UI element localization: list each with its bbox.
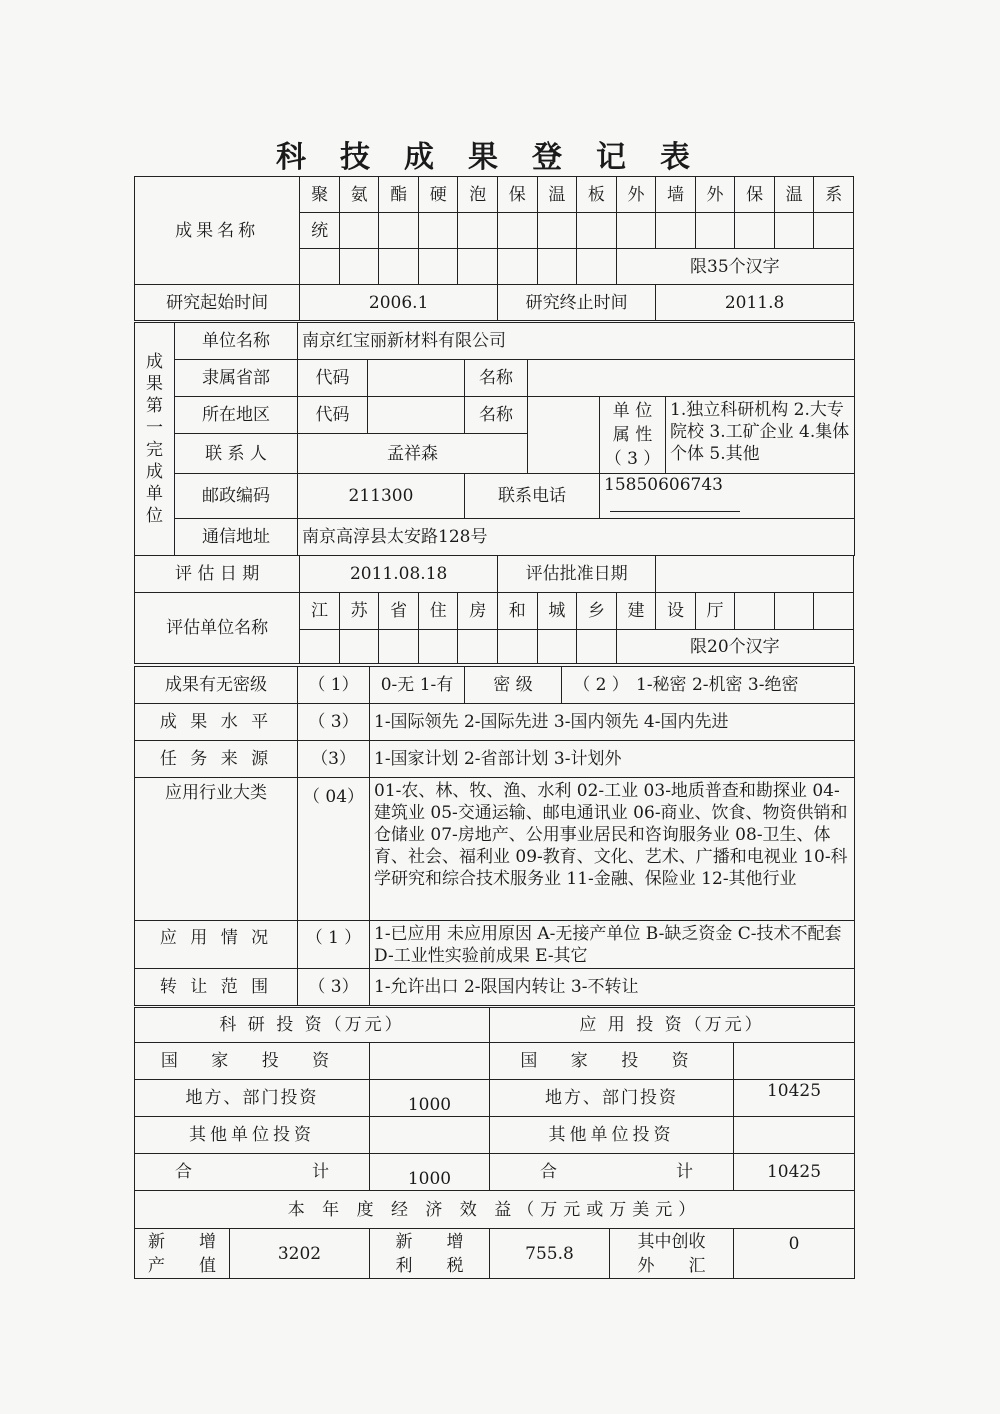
name-char-cell[interactable]: 板 [577,177,617,213]
application-options: 1-已应用 未应用原因 A-无接产单位 B-缺乏资金 C-技术不配套 D-工业性实验前成果 E-其它 [370,921,855,969]
unit-attribute-value[interactable]: （ 3 ） [604,449,661,469]
application-value[interactable]: （ 1 ） [298,921,370,969]
name-char-cell[interactable] [577,213,617,249]
research-state-value[interactable] [370,1043,490,1080]
transfer-options: 1-允许出口 2-限国内转让 3-不转让 [370,969,855,1006]
research-local-label: 地方、部门投资 [135,1080,370,1117]
name-char-cell[interactable] [379,213,419,249]
industry-value[interactable]: （ 04） [298,778,370,921]
evaluation-date-value[interactable]: 2011.08.18 [300,556,498,593]
source-label: 任 务 来 源 [135,741,298,778]
eval-char-cell[interactable] [418,630,458,664]
secret-level-cell [562,667,855,704]
name-char-cell[interactable]: 保 [735,177,775,213]
evaluation-approval-label: 评估批准日期 [498,556,656,593]
new-profit-value[interactable]: 755.8 [490,1229,610,1279]
name-char-cell[interactable]: 酯 [379,177,419,213]
new-output-value[interactable]: 3202 [230,1229,370,1279]
name-char-cell[interactable] [537,249,577,285]
investment-section [134,1007,855,1191]
level-label: 成 果 水 平 [135,704,298,741]
ministry-name-value[interactable] [528,360,855,397]
region-label: 所在地区 [175,397,298,434]
ministry-code-value[interactable] [368,360,465,397]
name-char-cell[interactable] [814,213,854,249]
new-output-label: 新 增 产 值 [135,1229,230,1279]
name-char-cell[interactable] [379,249,419,285]
application-state-value[interactable] [734,1043,855,1080]
research-other-label: 其他单位投资 [135,1117,370,1154]
name-char-cell[interactable]: 温 [537,177,577,213]
name-char-cell[interactable]: 统 [300,213,340,249]
name-char-cell[interactable] [774,213,814,249]
name-char-cell[interactable]: 外 [695,177,735,213]
research-start-value[interactable]: 2006.1 [300,285,498,321]
postcode-label: 邮政编码 [175,474,298,519]
eval-char-cell[interactable] [379,630,419,664]
ministry-code-label: 代码 [298,360,368,397]
address-value[interactable]: 南京高淳县太安路128号 [298,519,855,556]
application-total-label: 合 计 [490,1154,734,1191]
name-char-cell[interactable] [616,213,656,249]
name-char-cell[interactable] [458,249,498,285]
research-state-label: 国 家 投 资 [135,1043,370,1080]
source-options: 1-国家计划 2-省部计划 3-计划外 [370,741,855,778]
eval-char-cell[interactable] [537,630,577,664]
research-start-label: 研究起始时间 [135,285,300,321]
eval-char-cell[interactable]: 城 [537,593,577,630]
name-char-cell[interactable]: 聚 [300,177,340,213]
region-name-value[interactable] [528,397,600,474]
research-local-value[interactable]: 1000 [370,1080,490,1117]
transfer-value[interactable]: （ 3） [298,969,370,1006]
eval-char-cell[interactable]: 住 [418,593,458,630]
level-options: 1-国际领先 2-国际先进 3-国内领先 4-国内先进 [370,704,855,741]
classification-section [134,666,855,1006]
eval-char-cell[interactable]: 省 [379,593,419,630]
name-char-cell[interactable] [339,213,379,249]
name-limit-note: 限35个汉字 [616,249,853,285]
evaluation-unit-label: 评估单位名称 [135,593,300,664]
secret-label: 成果有无密级 [135,667,298,704]
application-other-value[interactable] [734,1117,855,1154]
unit-name-value[interactable]: 南京红宝丽新材料有限公司 [298,323,855,360]
name-char-cell[interactable] [458,213,498,249]
ministry-name-label: 名称 [465,360,528,397]
eval-char-cell[interactable] [577,630,617,664]
address-label: 通信地址 [175,519,298,556]
unit-attribute-label: 单 位 属 性 （ 3 ） [600,397,666,474]
new-profit-label: 新 增 利 税 [370,1229,490,1279]
secret-level-value[interactable]: （ 2 ） [573,675,629,695]
eval-char-cell[interactable] [774,593,814,630]
benefit-title: 本 年 度 经 济 效 益（万元或万美元） [135,1191,855,1229]
name-char-cell[interactable] [735,213,775,249]
eval-char-cell[interactable] [300,630,340,664]
unit-section [134,322,855,556]
postcode-value[interactable]: 211300 [298,474,465,519]
eval-char-cell[interactable]: 乡 [577,593,617,630]
research-end-value[interactable]: 2011.8 [656,285,854,321]
industry-label: 应用行业大类 [135,778,298,921]
region-code-label: 代码 [298,397,368,434]
eval-char-cell[interactable]: 苏 [339,593,379,630]
name-char-cell[interactable] [418,213,458,249]
phone-underline [610,511,740,512]
eval-char-cell[interactable] [458,630,498,664]
name-char-cell[interactable]: 硬 [418,177,458,213]
eval-char-cell[interactable] [735,593,775,630]
region-code-value[interactable] [368,397,465,434]
secret-level-options: 1-秘密 2-机密 3-绝密 [636,675,799,695]
contact-value[interactable]: 孟祥森 [298,434,528,474]
name-char-cell[interactable]: 氨 [339,177,379,213]
application-local-label: 地方、部门投资 [490,1080,734,1117]
application-total-value[interactable]: 10425 [734,1154,855,1191]
name-char-cell[interactable] [577,249,617,285]
page-title: 科技成果登记表 [276,140,724,175]
application-state-label: 国 家 投 资 [490,1043,734,1080]
research-end-label: 研究终止时间 [498,285,656,321]
ministry-label: 隶属省部 [175,360,298,397]
name-char-cell[interactable]: 外 [616,177,656,213]
eval-char-cell[interactable]: 和 [498,593,538,630]
unit-section-label: 成 果 第 一 完 成 单 位 [135,323,175,556]
eval-char-cell[interactable] [339,630,379,664]
unit-attribute-options: 1.独立科研机构 2.大专院校 3.工矿企业 4.集体个体 5.其他 [666,397,855,474]
eval-char-cell[interactable]: 厅 [695,593,735,630]
evaluation-approval-value[interactable] [656,556,854,593]
name-char-cell[interactable]: 保 [498,177,538,213]
eval-char-cell[interactable] [498,630,538,664]
name-char-cell[interactable]: 泡 [458,177,498,213]
transfer-label: 转 让 范 围 [135,969,298,1006]
eval-char-cell[interactable]: 江 [300,593,340,630]
application-local-value[interactable]: 10425 [734,1080,855,1117]
research-total-value[interactable]: 1000 [370,1154,490,1191]
secret-value[interactable]: （ 1） [298,667,370,704]
eval-char-cell[interactable]: 设 [656,593,696,630]
name-char-cell[interactable] [498,213,538,249]
eval-char-cell[interactable] [814,593,854,630]
evaluation-date-label: 评 估 日 期 [135,556,300,593]
source-value[interactable]: （3） [298,741,370,778]
research-other-value[interactable] [370,1117,490,1154]
forex-label: 其中创收 外 汇 [610,1229,734,1279]
eval-char-cell[interactable]: 建 [616,593,656,630]
achievement-name-label: 成果名称 [135,177,300,285]
name-char-cell[interactable]: 温 [774,177,814,213]
eval-char-cell[interactable]: 房 [458,593,498,630]
name-char-cell[interactable]: 系 [814,177,854,213]
name-char-cell[interactable] [498,249,538,285]
secret-options: 0-无 1-有 [370,667,465,704]
name-char-cell[interactable] [537,213,577,249]
contact-label: 联 系 人 [175,434,298,474]
name-char-cell[interactable]: 墙 [656,177,696,213]
application-investment-title: 应 用 投 资（万元） [490,1008,855,1043]
name-char-cell[interactable] [300,249,340,285]
unit-name-label: 单位名称 [175,323,298,360]
research-investment-title: 科 研 投 资（万元） [135,1008,490,1043]
phone-label: 联系电话 [465,474,600,519]
application-other-label: 其他单位投资 [490,1117,734,1154]
name-char-cell[interactable] [656,213,696,249]
eval-limit-note: 限20个汉字 [616,630,853,664]
industry-options: 01-农、林、牧、渔、水利 02-工业 03-地质普查和勘探业 04-建筑业 05-交通运输、邮电通讯业 06-商业、饮食、物资供销和仓储业 07-房地产、公用事业居民和咨询服务业 08-卫生、体育、社会、福利业 09-教育、文化、艺术、广播和电视业 10-科学研究和综合技术服务业 11-金融、保险业 12-其他行业 [370,778,855,921]
evaluation-section [134,555,854,664]
region-name-label: 名称 [465,397,528,434]
phone-value[interactable]: 15850606743 [600,474,855,519]
name-char-cell[interactable] [418,249,458,285]
registration-form [134,176,854,321]
application-label: 应 用 情 况 [135,921,298,969]
benefit-section [134,1190,855,1279]
name-char-cell[interactable] [339,249,379,285]
forex-value[interactable]: 0 [734,1229,855,1279]
name-char-cell[interactable] [695,213,735,249]
level-value[interactable]: （ 3） [298,704,370,741]
research-total-label: 合 计 [135,1154,370,1191]
secret-level-label: 密 级 [465,667,562,704]
